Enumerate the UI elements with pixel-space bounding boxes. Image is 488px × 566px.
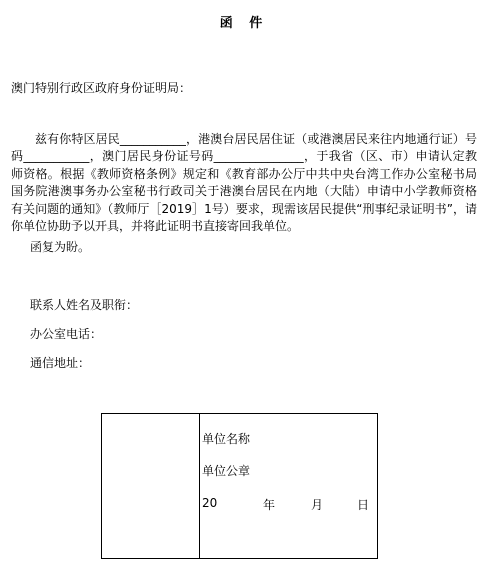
date-month-label: 月 — [311, 498, 324, 512]
document-title: 函 件 — [219, 16, 269, 31]
body-text-part4: ，于我省（区、市）申请认定教师资格。根据《教师资格条例》规定和《教育部办公厅中共中央台湾工作办公室秘书局国务院港澳事务办公室秘书行政司关于港澳台居民在内地（大陆）申请中小学教师资格有关问题的通知》（教师厅［2019］1号）要求，现需该居民提供“刑事纪录证明书”，请你单位协助予以开具，并将此证明书直接寄回我单位。 — [11, 149, 477, 234]
body-text-part3: ，澳门居民身份证号码 — [89, 149, 214, 164]
seal-box — [101, 413, 378, 559]
unit-seal-label: 单位公章 — [202, 464, 251, 478]
id-number-blank: _______________ — [213, 149, 304, 164]
body-paragraph — [11, 131, 477, 235]
date-year-label: 年 — [263, 498, 276, 512]
resident-name-blank: ___________ — [119, 132, 186, 146]
body-text-part1: 兹有你特区居民 — [35, 132, 120, 146]
addressee-line: 澳门特别行政区政府身份证明局： — [11, 81, 192, 95]
contact-address-label: 通信地址： — [30, 356, 91, 370]
date-day-label: 日 — [357, 498, 370, 512]
contact-name-label: 联系人姓名及职衔： — [30, 298, 139, 312]
closing-line: 函复为盼。 — [30, 240, 91, 254]
seal-box-divider — [199, 414, 200, 558]
unit-name-label: 单位名称 — [202, 432, 251, 446]
date-year-prefix: 20 — [202, 496, 218, 510]
permit-number-blank: ___________ — [23, 149, 90, 164]
contact-phone-label: 办公室电话： — [30, 327, 103, 341]
body-text-part2: ，港澳台居民居住证（或港澳居民来往内地通行证）号码 — [11, 132, 477, 164]
